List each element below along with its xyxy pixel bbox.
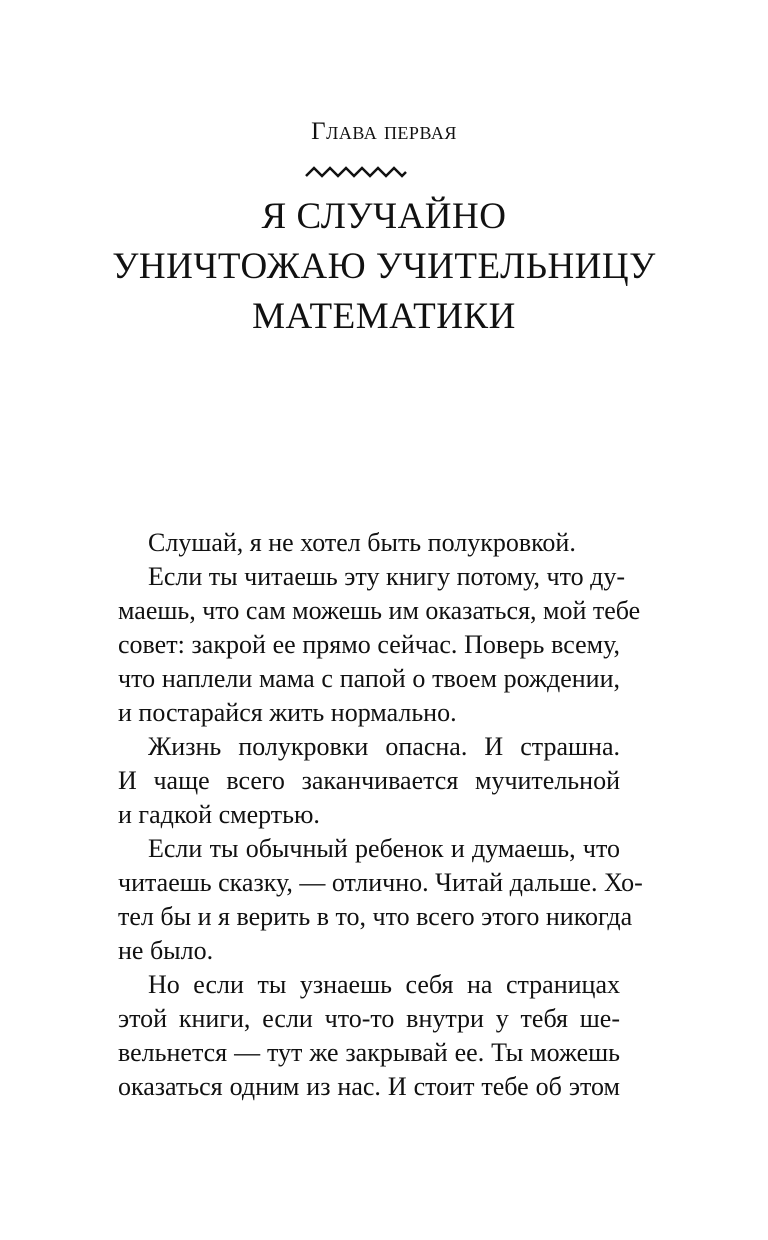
paragraph bbox=[88, 526, 620, 560]
text-line: и постарайся жить нормально. bbox=[118, 698, 457, 727]
text-line: Но если ты узнаешь себя на страницах bbox=[148, 970, 620, 999]
text-line: читаешь сказку, — отлично. Читай дальше. Хо- bbox=[118, 868, 643, 897]
chapter-title bbox=[0, 192, 768, 342]
body-text bbox=[88, 526, 643, 1104]
chapter-title-line: Я СЛУЧАЙНО bbox=[261, 196, 507, 237]
text-line: И чаще всего заканчивается мучительной bbox=[118, 766, 620, 795]
text-line: и гадкой смертью. bbox=[118, 800, 320, 829]
paragraph bbox=[88, 560, 641, 730]
text-line: Если ты обычный ребенок и думаешь, что bbox=[148, 834, 620, 863]
text-line: тел бы и я верить в то, что всего этого никогда bbox=[118, 902, 633, 931]
text-line: Слушай, я не хотел быть полукровкой. bbox=[148, 528, 576, 557]
wave-ornament-icon bbox=[304, 162, 408, 182]
text-line: вельнется — тут же закрывай ее. Ты можешь bbox=[118, 1038, 620, 1067]
text-line: этой книги, если что-то внутри у тебя ше- bbox=[118, 1004, 620, 1033]
text-line: Жизнь полукровки опасна. И страшна. bbox=[148, 732, 620, 761]
text-line: оказаться одним из нас. И стоит тебе об этом bbox=[118, 1072, 620, 1101]
paragraph bbox=[88, 832, 643, 968]
text-line: маешь, что сам можешь им оказаться, мой тебе bbox=[118, 596, 641, 625]
text-line: Если ты читаешь эту книгу потому, что ду- bbox=[148, 562, 626, 591]
text-line: не было. bbox=[118, 936, 214, 965]
chapter-label: Глава первая bbox=[311, 118, 457, 145]
text-line: что наплели мама с папой о твоем рождении, bbox=[118, 664, 620, 693]
chapter-title-line: МАТЕМАТИКИ bbox=[252, 296, 516, 337]
chapter-title-line: УНИЧТОЖАЮ УЧИТЕЛЬНИЦУ bbox=[112, 246, 656, 287]
paragraph bbox=[88, 968, 620, 1104]
text-line: совет: закрой ее прямо сейчас. Поверь всему, bbox=[118, 630, 620, 659]
paragraph bbox=[88, 730, 620, 832]
